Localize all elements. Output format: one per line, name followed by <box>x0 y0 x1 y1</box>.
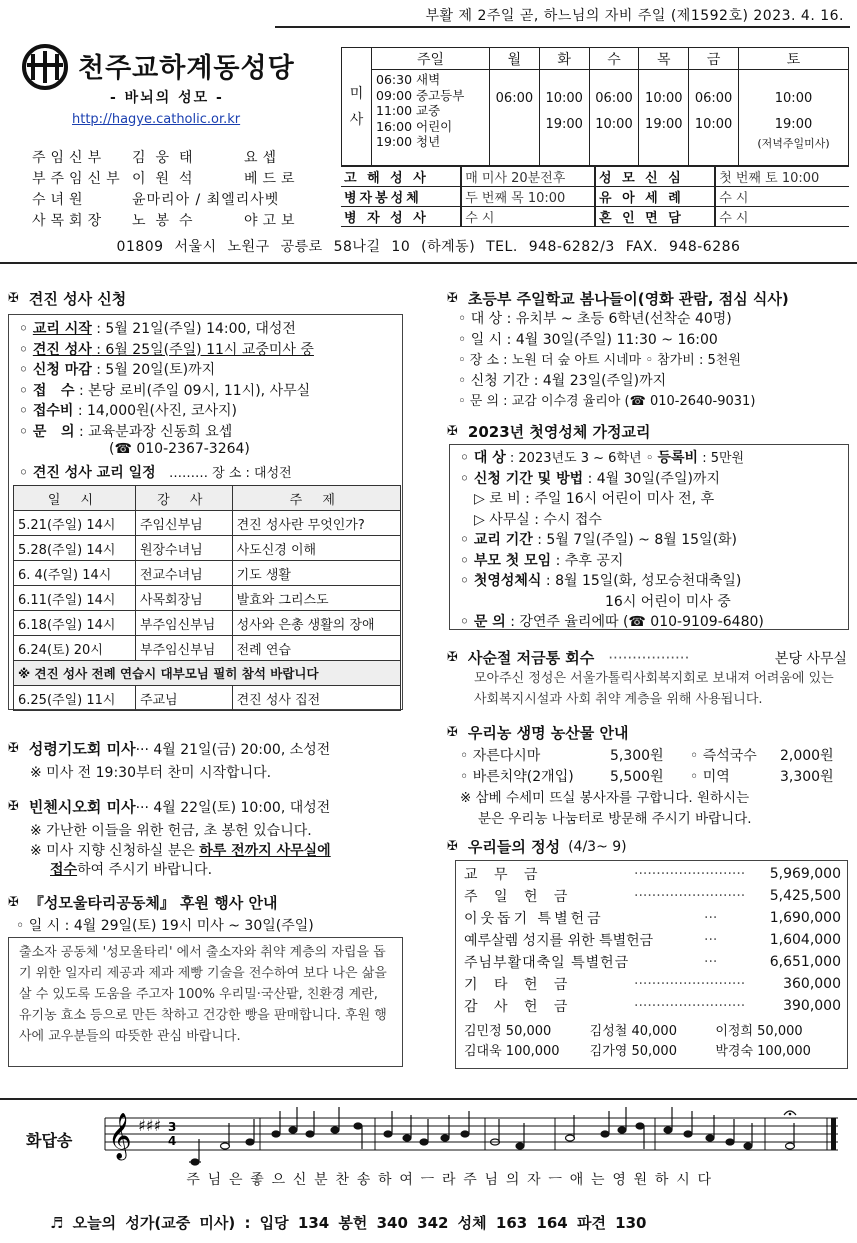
svg-text:4: 4 <box>168 1134 177 1148</box>
parish-motto: - 바뇌의 성모 - <box>110 90 224 106</box>
offering-row: 주님부활대축일 특별헌금 ··· 6,651,000 <box>464 954 841 971</box>
header-divider <box>0 262 857 265</box>
donor-row: 김대욱 100,000 김가영 50,000 박경숙 100,000 <box>464 1043 811 1059</box>
sharp-signs: ♯♯♯ <box>138 1116 162 1135</box>
saturday-mass-times: 10:00 19:00 (저녁주일미사) <box>739 70 849 166</box>
confirmation-title: ✠ 견진 성사 신청 <box>8 290 127 308</box>
sacraments-table <box>341 166 849 227</box>
holy-spirit-mass-title: ✠ 성령기도회 미사 ··· 4월 21일(금) 20:00, 소성전 <box>8 740 331 758</box>
table-row: 6.24(토) 20시 부주임신부님 전례 연습 <box>14 636 401 661</box>
first-communion-box: ◦ 대 상 : 2023년도 3 ~ 6학년 ◦ 등록비 : 5만원 ◦ 신청 기간 및 방법 : 4월 30일(주일)까지 ▷ 로 비 : 주일 16시 어린이 미사 전, 후 ▷ 사무실 : 수시 접수 ◦ 교리 기간 : 5월 7일(주일) ~ 8월 15일(화) ◦ 부모 첫 모임 : 추후 공지 ◦ 첫영성체식 : 8월 15일(화, 성모승천대축일) 16시 어린이 미사 중 ◦ 문 의 : 강연주 율리에따 (☎ 010-9109-6480) <box>449 444 849 630</box>
table-row: 5.28(주일) 14시 원장수녀님 사도신경 이해 <box>14 536 401 561</box>
day-header: 주일 <box>372 48 490 70</box>
mass-schedule-table <box>341 47 849 166</box>
staff-row: 주임신부 김웅태 요셉 <box>32 149 282 166</box>
sunday-mass-times: 06:30 새벽 09:00 중고등부 11:00 교중 16:00 어린이 19:00 청년 <box>372 70 490 166</box>
day-header: 수 <box>589 48 639 70</box>
list-item: ◦ 자른다시마 5,300원 ◦ 즉석국수 2,000원 <box>460 748 834 764</box>
church-cross-icon <box>20 44 70 90</box>
music-staff <box>100 1105 845 1167</box>
staff-row: 수녀원 윤마리아 / 최엘리사벳 <box>32 191 280 208</box>
parish-website-link[interactable]: http://hagye.catholic.or.kr <box>72 112 241 127</box>
sacrament-row: 고 해 성 사 매 미사 20분전후 성 모 신 심 첫 번째 토 10:00 <box>341 167 849 187</box>
church-logo <box>20 44 320 92</box>
staff-list <box>32 146 322 230</box>
wednesday-mass-times: 06:00 10:00 <box>589 70 639 166</box>
church-name: 천주교하계동성당 <box>78 53 295 84</box>
list-item: ◦ 바른치약(2개입) 5,500원 ◦ 미역 3,300원 <box>460 768 834 785</box>
thursday-mass-times: 10:00 19:00 <box>639 70 689 166</box>
tuesday-mass-times: 10:00 19:00 <box>539 70 589 166</box>
cross-mark-icon: ✠ <box>8 799 19 814</box>
contact-phone: (☎ 010-2367-3264) <box>109 441 250 457</box>
day-header: 금 <box>689 48 739 70</box>
day-header: 토 <box>739 48 849 70</box>
piggy-bank-description: 모아주신 정성은 서울가톨릭사회복지회로 보내져 어려움에 있는 사회복지시설과 사회 취약 계층을 위해 사용됩니다. <box>474 671 834 707</box>
farm-products-list: ◦ 자른다시마 5,300원 ◦ 즉석국수 2,000원 ◦ 바른치약(2개입) 5,500원 ◦ 미역 3,300원 ※ 삼베 수세미 뜨실 봉사자를 구합니다. 원하시는 분은 우리농 나눔터로 방문해 주시기 바랍니다. <box>460 745 850 827</box>
offering-row: 교 무 금 ························· 5,969,000 <box>464 866 841 883</box>
offering-row: 주 일 헌 금 ························· 5,425,500 <box>464 888 841 905</box>
offering-row: 감 사 헌 금 ························· 390,000 <box>464 998 841 1015</box>
vincent-mass-title: ✠ 빈첸시오회 미사 ··· 4월 22일(토) 10:00, 대성전 <box>8 798 331 816</box>
treble-clef-icon: 𝄞 <box>108 1113 132 1159</box>
cross-mark-icon: ✠ <box>8 291 19 306</box>
sacrament-row: 병 자 성 사 수 시 혼 인 면 담 수 시 <box>341 207 849 227</box>
holy-spirit-note: ※ 미사 전 19:30부터 찬미 시작합니다. <box>30 765 272 781</box>
table-row: 5.21(주일) 14시 주임신부님 견진 성사란 무엇인가? <box>14 511 401 536</box>
table-row: 6. 4(주일) 14시 전교수녀님 기도 생활 <box>14 561 401 586</box>
hymn-lyrics: 주 님 은 좋 으 신 분 찬 송 하 여 ㅡ 라 주 님 의 자 ㅡ 애 는 영 원 하 시 다 <box>186 1172 713 1188</box>
piggy-bank-title: ✠ 사순절 저금통 회수 ················· 본당 사무실 <box>447 648 847 667</box>
offerings-title: ✠ 우리들의 정성 (4/3~ 9) <box>447 838 627 856</box>
cross-mark-icon: ✠ <box>447 650 458 665</box>
cross-mark-icon: ✠ <box>447 424 458 439</box>
day-header: 월 <box>490 48 540 70</box>
bakery-description: 출소자 공동체 '성모울타리' 에서 출소자와 취약 계층의 자립을 돕기 위한 일자리 제공과 제과 제빵 기술을 전수하여 보다 나은 삶을 살 수 있도록 도움을 주고자 100% 우리밀·국산팥, 친환경 계란, 유기농 효소 등으로 만든 착하고 건강한 빵을 판매합니다. 후원 행사에 교우분들의 따뜻한 관심 바랍니다. <box>8 937 403 1067</box>
responsorial-psalm-label: 화답송 <box>26 1131 73 1150</box>
table-note: ※ 견진 성사 전례 연습시 대부모님 필히 참석 바랍니다 <box>14 661 401 686</box>
day-header: 화 <box>539 48 589 70</box>
sunday-school-title: ✠ 초등부 주일학교 봄나들이(영화 관람, 점심 식사) <box>447 290 789 308</box>
offerings-box <box>455 860 848 1069</box>
staff-row: 사목회장 노봉수 야고보 <box>32 212 300 229</box>
monday-mass-times: 06:00 <box>490 70 540 166</box>
table-row: 6.11(주일) 14시 사목회장님 발효와 그리스도 <box>14 586 401 611</box>
offering-row: 기 타 헌 금 ························· 360,000 <box>464 976 841 993</box>
cross-mark-icon: ✠ <box>447 839 458 854</box>
farm-products-title: ✠ 우리농 생명 농산물 안내 <box>447 724 629 742</box>
cross-mark-icon: ✠ <box>447 725 458 740</box>
confirmation-schedule-table: 일 시 강 사 주 제 5.21(주일) 14시 주임신부님 견진 성사란 무엇인가? 5.28(주일) 14시 원장수녀님 사도신경 이해 6. 4(주일) 14시 전교수녀님 기도 생활 6.11(주일) 14시 사목회장님 발효와 그리스도 6.18(주일) 14시 부주임신부님 성사와 은총 생활의 장애 6.24(토) 20시 부주임신부님 전례 연습 ※ 견진 성사 전례 연습시 대부모님 필히 참석 바랍니다 6.25(주일) 11시 주교님 견진 성사 집전 <box>13 485 401 711</box>
svg-text:3: 3 <box>168 1120 177 1134</box>
issue-date-line: 부활 제 2주일 곧, 하느님의 자비 주일 (제1592호) 2023. 4. 16. <box>275 0 850 28</box>
bakery-date: ◦ 일 시 : 4월 29일(토) 19시 미사 ~ 30일(주일) <box>16 918 314 934</box>
parish-address: 01809 서울시 노원구 공릉로 58나길 10 (하계동) TEL. 948-6282/3 FAX. 948-6286 <box>116 239 741 255</box>
vincent-note: 접수하여 주시기 바랍니다. <box>50 862 213 878</box>
table-row: 6.18(주일) 14시 부주임신부님 성사와 은총 생활의 장애 <box>14 611 401 636</box>
bakery-title: ✠ 『성모울타리공동체』 후원 행사 안내 <box>8 894 278 912</box>
vincent-note: ※ 가난한 이들을 위한 헌금, 초 봉헌 있습니다. <box>30 823 312 839</box>
sunday-school-details: ◦ 대 상 : 유치부 ~ 초등 6학년(선착순 40명) ◦ 일 시 : 4월 30일(주일) 11:30 ~ 16:00 ◦ 장 소 : 노원 더 숲 아트 시네마 ◦ 참가비 : 5천원 ◦ 신청 기간 : 4월 23일(주일)까지 ◦ 문 의 : 교감 이수경 율리아 (☎ 010-2640-9031) <box>458 311 756 409</box>
offering-row: 이웃돕기 특별헌금 ··· 1,690,000 <box>464 910 841 927</box>
cross-mark-icon: ✠ <box>8 895 19 910</box>
day-header: 목 <box>639 48 689 70</box>
vincent-note: ※ 미사 지향 신청하실 분은 하루 전까지 사무실에 <box>30 843 331 859</box>
table-row: 6.25(주일) 11시 주교님 견진 성사 집전 <box>14 686 401 711</box>
first-communion-title: ✠ 2023년 첫영성체 가정교리 <box>447 423 651 441</box>
offering-row: 예루살렘 성지를 위한 특별헌금 ··· 1,604,000 <box>464 932 841 949</box>
todays-hymns: ♬ 오늘의 성가(교중 미사) : 입당 134 봉헌 340 342 성체 163 164 파견 130 <box>50 1214 647 1232</box>
confirmation-box: ◦ 교리 시작 : 5월 21일(주일) 14:00, 대성전 ◦ 견진 성사 : 6월 25일(주일) 11시 교중미사 중 ◦ 신청 마감 : 5월 20일(토)까지 ◦ 접 수 : 본당 로비(주일 09시, 11시), 사무실 ◦ 접수비 : 14,000원(사진, 코사지) ◦ 문 의 : 교육분과장 신동희 요셉 (☎ 010-2367-3264) ◦ 견진 성사 교리 일정 ……… 장 소 : 대성전 일 시 강 사 주 제 5.21(주일) 14시 주임신부님 견진 성사란 무엇인가? 5.28(주일) 14시 원장수녀님 사도신경 이해 6. 4(주일) 14시 전교수녀님 기도 생활 6.11(주일) 14시 사목회장님 발효와 그리스도 6.18(주일) 14시 부주임신부님 성사와 은총 생활의 장애 6.24(토) 20시 부주임신부님 전례 연습 ※ 견진 성사 전례 연습시 대부모님 필히 참석 바랍니다 6.25(주일) 11시 주교님 견진 성사 집전 <box>8 314 403 710</box>
staff-row: 부주임신부 이원석 베드로 <box>32 170 300 187</box>
cross-mark-icon: ✠ <box>8 741 19 756</box>
friday-mass-times: 06:00 10:00 <box>689 70 739 166</box>
cross-mark-icon: ✠ <box>447 291 458 306</box>
sacrament-row: 병자봉성체 두 번째 목 10:00 유 아 세 례 수 시 <box>341 187 849 207</box>
mass-side-label: 미 사 <box>342 48 372 166</box>
donor-row: 김민정 50,000 김성철 40,000 이정희 50,000 <box>464 1023 803 1039</box>
